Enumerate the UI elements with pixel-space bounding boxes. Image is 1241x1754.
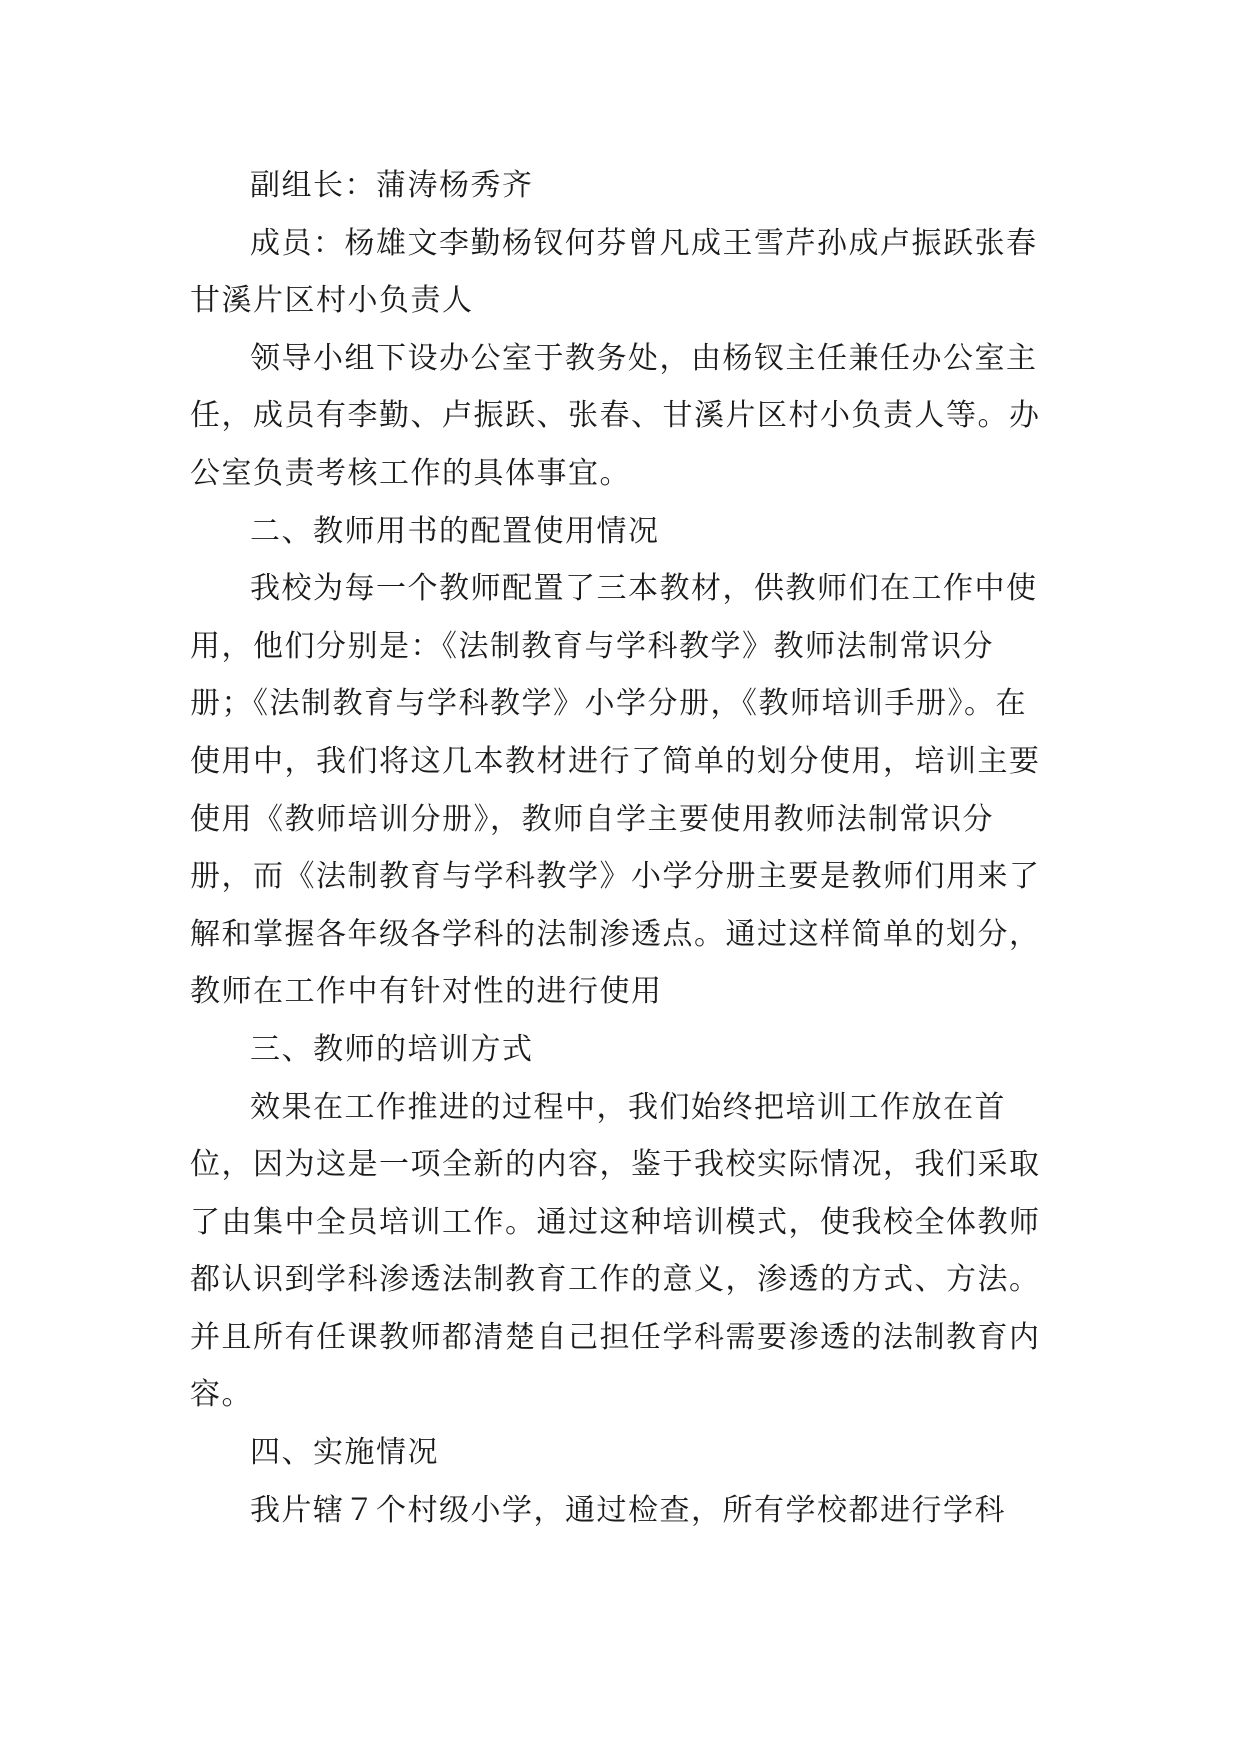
paragraph-implementation: 我片辖７个村级小学，通过检查，所有学校都进行学科: [250, 1492, 1006, 1528]
paragraph-training-method: 效果在工作推进的过程中，我们始终把培训工作放在首位，因为这是一项全新的内容，鉴于我校实际情况，我们采取了由集中全员培训工作。通过这种培训模式，使我校全体教师都认识到学科渗透法制教育工作的意义，渗透的方式、方法。并且所有任课教师都清楚自己担任学科需要渗透的法制教育内容。: [190, 1089, 1041, 1413]
section-heading-implementation: 四、实施情况: [250, 1435, 439, 1471]
paragraph-deputy-leaders: 副组长：蒲涛杨秀齐: [250, 168, 534, 203]
paragraph-office-setup: 领导小组下设办公室于教务处，由杨钗主任兼任办公室主任，成员有李勤、卢振跃、张春、甘溪片区村小负责人等。办公室负责考核工作的具体事宜。: [190, 340, 1041, 491]
section-heading-textbook-use: 二、教师用书的配置使用情况: [250, 513, 660, 549]
paragraph-members: 成员：杨雄文李勤杨钗何芬曾凡成王雪芹孙成卢振跃张春甘溪片区村小负责人: [190, 225, 1038, 319]
section-heading-training-method: 三、教师的培训方式: [250, 1031, 534, 1067]
paragraph-textbook-use: 我校为每一个教师配置了三本教材，供教师们在工作中使用，他们分别是：《法制教育与学科教学》教师法制常识分册；《法制教育与学科教学》小学分册，《教师培训手册》。在使用中，我们将这几本教材进行了简单的划分使用，培训主要使用《教师培训分册》，教师自学主要使用教师法制常识分册，而《法制教育与学科教学》小学分册主要是教师们用来了解和掌握各年级各学科的法制渗透点。通过这样简单的划分，教师在工作中有针对性的进行使用: [190, 571, 1041, 1010]
document-body: [190, 157, 1050, 1539]
